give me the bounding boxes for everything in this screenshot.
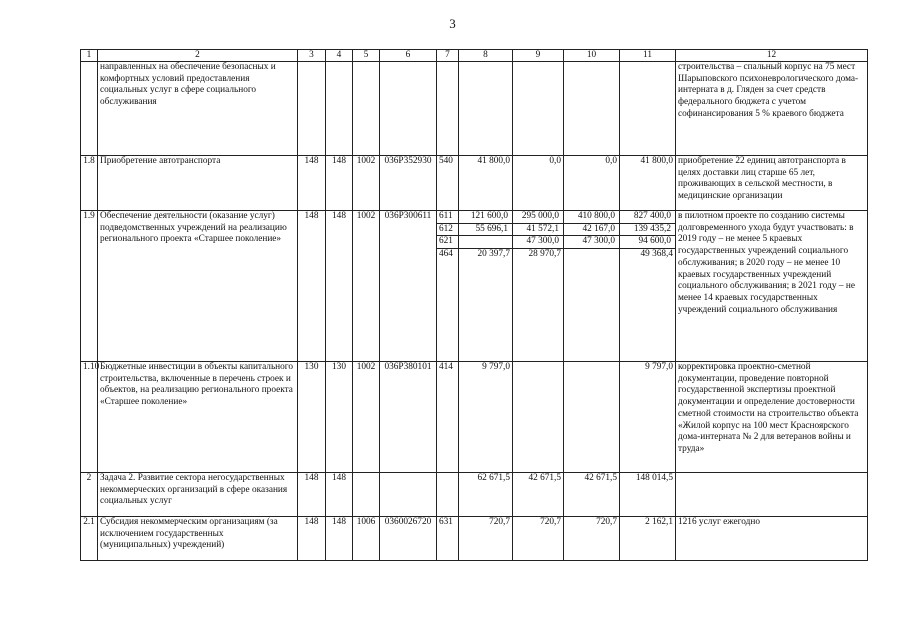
column-number-row [81,50,868,62]
cell-value: 47 300,0 [513,236,563,249]
cell-value: 42 671,5 [528,473,561,483]
row-name: Приобретение автотранспорта [98,156,298,211]
cell-c6 [380,473,437,517]
col-header-1: 1 [81,50,98,62]
cell-c10 [564,62,620,156]
cell-c8 [459,211,513,362]
cell-c5 [353,62,380,156]
cell-c11 [620,473,676,517]
cell-c3: 148 [298,517,326,561]
cell-c6: 036Р300611 [380,211,437,362]
table-row [81,473,868,517]
row-name: направленных на обеспечение безопасных и комфортных условий предоставления социальных услуг в сфере социального обслуживания [98,62,298,156]
col-header-12: 12 [676,50,868,62]
cell-c9 [513,211,564,362]
cell-c8 [459,62,513,156]
cell-value: 42 167,0 [564,224,619,237]
cell-value: 55 696,1 [459,224,512,237]
cell-value: 47 300,0 [564,236,619,249]
cell-value: 464 [439,249,453,260]
cell-c6 [380,62,437,156]
cell-value: 540 [439,156,453,166]
cell-value [566,362,617,374]
cell-value [439,473,456,485]
cell-value: 827 400,0 [620,211,675,224]
cell-value: 720,7 [489,517,510,527]
cell-value [515,362,561,374]
cell-value: 42 671,5 [584,473,617,483]
cell-c4 [326,62,353,156]
table-row [81,156,868,211]
cell-value: 612 [437,224,458,237]
cell-c6: 036Р352930 [380,156,437,211]
cell-value: 410 800,0 [564,211,619,224]
cell-value: 28 970,7 [528,249,561,260]
cell-value: 139 435,2 [620,224,675,237]
row-name: Бюджетные инвестиции в объекты капитального строительства, включенные в перечень строек и объектов, на реализацию регионального проекта «Старшее поколение» [98,362,298,473]
row-name: Обеспечение деятельности (оказание услуг) подведомственных учреждений на реализацию регионального проекта «Старшее поколение» [98,211,298,362]
cell-c11 [620,62,676,156]
cell-value: 62 671,5 [477,473,510,483]
cell-c6: 036Р380101 [380,362,437,473]
row-name: Задача 2. Развитие сектора негосударственных некоммерческих организаций в сфере оказания социальных услуг [98,473,298,517]
cell-value: 720,7 [596,517,617,527]
cell-c4: 148 [326,473,353,517]
cell-c3: 148 [298,473,326,517]
cell-value: 41 800,0 [640,156,673,166]
cell-c4: 148 [326,211,353,362]
cell-value: 20 397,7 [477,249,510,260]
cell-value: 9 797,0 [645,362,673,372]
cell-value: 295 000,0 [513,211,563,224]
cell-c9 [513,362,564,473]
table-row [81,517,868,561]
cell-value [566,249,617,261]
cell-c11 [620,517,676,561]
cell-value: 148 014,5 [635,473,673,483]
cell-c5: 1002 [353,362,380,473]
cell-value: 41 800,0 [477,156,510,166]
cell-c3: 148 [298,211,326,362]
cell-value: 0,0 [605,156,617,166]
cell-c11 [620,211,676,362]
cell-c5: 1002 [353,156,380,211]
row-number [81,62,98,156]
col-header-2: 2 [98,50,298,62]
cell-c4: 148 [326,517,353,561]
col-header-8: 8 [459,50,513,62]
cell-value: 0,0 [549,156,561,166]
cell-c7 [437,156,459,211]
table-row [81,211,868,362]
table-row [81,362,868,473]
cell-c8 [459,362,513,473]
cell-c10 [564,473,620,517]
cell-c10 [564,362,620,473]
cell-value: 94 600,0 [620,236,675,249]
col-header-10: 10 [564,50,620,62]
cell-value: 621 [437,236,458,249]
row-number: 2.1 [81,517,98,561]
cell-value: 631 [439,517,453,527]
cell-c9 [513,517,564,561]
cell-value: 49 368,4 [640,249,673,260]
col-header-11: 11 [620,50,676,62]
cell-c3: 130 [298,362,326,473]
cell-c9 [513,156,564,211]
cell-c7 [437,517,459,561]
cell-value: 121 600,0 [459,211,512,224]
cell-c3 [298,62,326,156]
cell-c10 [564,517,620,561]
col-header-9: 9 [513,50,564,62]
cell-c7 [437,62,459,156]
row-name: Субсидия некоммерческим организациям (за исключением государственных (муниципальных) учреждений) [98,517,298,561]
row-note: приобретение 22 единиц автотранспорта в целях доставки лиц старше 65 лет, проживающих в сельской местности, в медицинские организации [676,156,868,211]
col-header-5: 5 [353,50,380,62]
cell-c4: 130 [326,362,353,473]
row-note: корректировка проектно-сметной документации, проведение повторной государственной экспертизы проектной документации и определение достоверности сметной стоимости на строительство объекта «Жилой корпус на 100 мест Красноярского дома-интерната № 2 для ветеранов войны и труда» [676,362,868,473]
cell-value: 611 [437,211,458,224]
cell-c7 [437,211,459,362]
cell-value: 414 [439,362,453,372]
row-note: 1216 услуг ежегодно [676,517,868,561]
cell-c7 [437,473,459,517]
cell-c11 [620,362,676,473]
col-header-6: 6 [380,50,437,62]
program-table [80,49,868,561]
row-number: 1.10 [81,362,98,473]
cell-c8 [459,156,513,211]
cell-c5 [353,473,380,517]
table-row [81,62,868,156]
cell-c8 [459,517,513,561]
cell-c3: 148 [298,156,326,211]
cell-value: 2 162,1 [645,517,673,527]
row-note: строительства – спальный корпус на 75 мест Шарыповского психоневрологического дома-интерната в д. Гляден за счет средств федерального бюджета с учетом софинансирования 5 % краевого бюджета [676,62,868,156]
row-number: 1.9 [81,211,98,362]
cell-c6: 0360026720 [380,517,437,561]
cell-c11 [620,156,676,211]
cell-c9 [513,473,564,517]
col-header-4: 4 [326,50,353,62]
cell-value: 720,7 [540,517,561,527]
row-note [676,473,868,517]
col-header-7: 7 [437,50,459,62]
col-header-3: 3 [298,50,326,62]
cell-c4: 148 [326,156,353,211]
cell-c10 [564,156,620,211]
row-note: в пилотном проекте по созданию системы долговременного ухода будут участвовать: в 2019 году – не менее 5 краевых государственных учреждений социального обслуживания; в 2020 году – не менее 10 краевых государственных учреждений социального обслуживания; в 2021 году – не менее 14 краевых государственных учреждений социального обслуживания [676,211,868,362]
cell-value [459,236,512,249]
cell-c10 [564,211,620,362]
cell-c8 [459,473,513,517]
cell-value: 41 572,1 [513,224,563,237]
cell-c5: 1006 [353,517,380,561]
cell-c5: 1002 [353,211,380,362]
row-number: 1.8 [81,156,98,211]
cell-c9 [513,62,564,156]
page-number: 3 [449,16,456,31]
cell-c7 [437,362,459,473]
row-number: 2 [81,473,98,517]
cell-value: 9 797,0 [482,362,510,372]
